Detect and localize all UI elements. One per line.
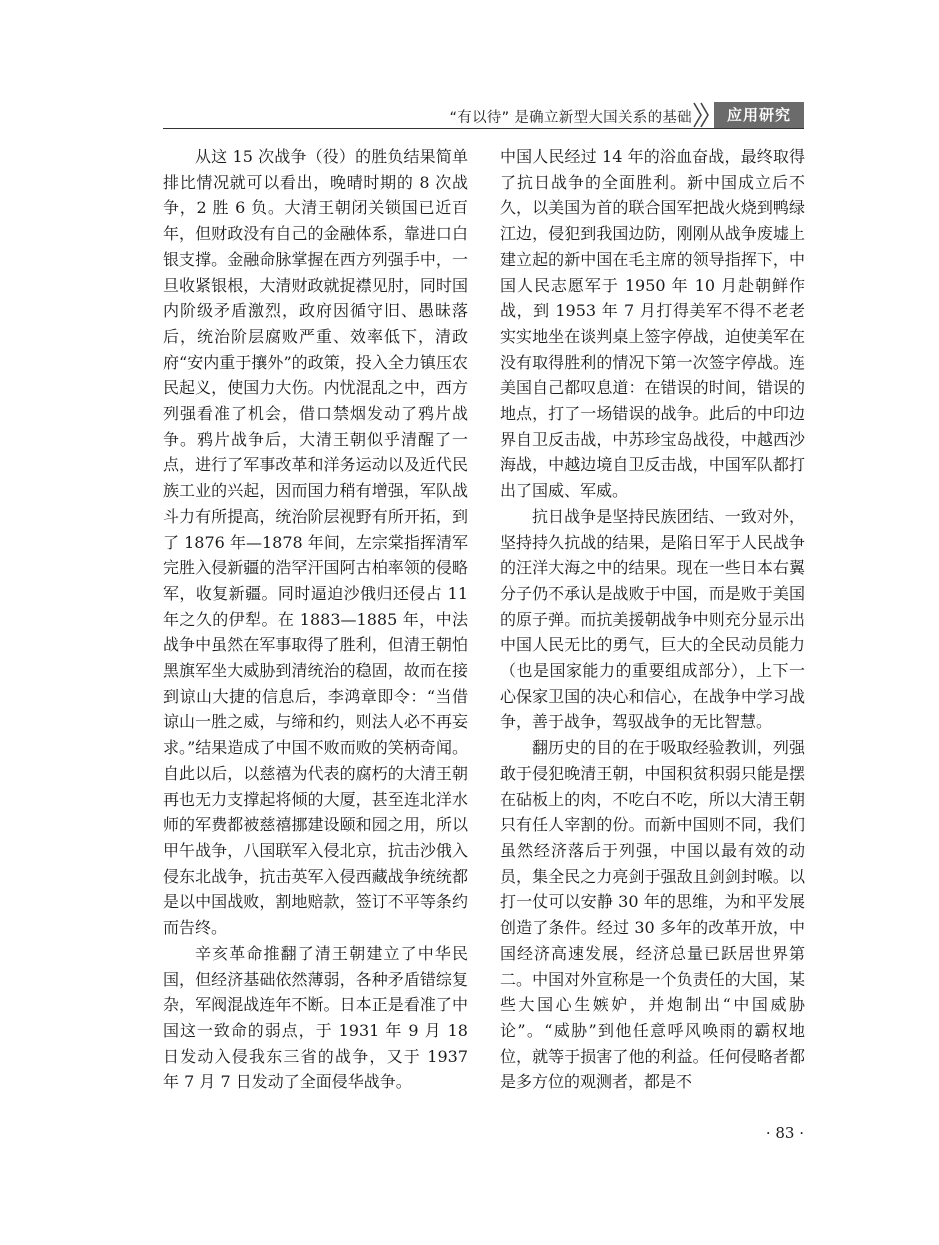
paragraph: 抗日战争是坚持民族团结、一致对外，坚持持久抗战的结果，是陷日军于人民战争的汪洋大海之中的结果。现在一些日本右翼分子仍不承认是战败于中国，而是败于美国的原子弹。而抗美援朝战争中则充分显示出中国人民无比的勇气，巨大的全民动员能力（也是国家能力的重要组成部分），上下一心保家卫国的决心和信心，在战争中学习战争，善于战争，驾驭战争的无比智慧。 (500, 506, 805, 732)
running-header (163, 100, 804, 130)
page-number: · 83 · (765, 1124, 804, 1142)
paragraph: 从这 15 次战争（役）的胜负结果简单排比情况就可以看出，晚晴时期的 8 次战争，2 胜 6 负。大清王朝闭关锁国已近百年，但财政没有自己的金融体系，靠进口白银支撑。金融命脉掌握在西方列强手中，一旦收紧银根，大清财政就捉襟见肘，同时国内阶级矛盾激烈，政府因循守旧、愚昧落后，统治阶层腐败严重、效率低下，清政府“安内重于攘外”的政策，投入全力镇压农民起义，使国力大伤。内忧混乱之中，西方列强看准了机会，借口禁烟发动了鸦片战争。鸦片战争后，大清王朝似乎清醒了一点，进行了军事改革和洋务运动以及近代民族工业的兴起，因而国力稍有增强，军队战斗力有所提高，统治阶层视野有所开拓，到了 1876 年—1878 年间，左宗棠指挥清军完胜入侵新疆的浩罕汗国阿古柏率领的侵略军，收复新疆。同时逼迫沙俄归还侵占 11 年之久的伊犁。在 1883—1885 年，中法战争中虽然在军事取得了胜利，但清王朝怕黑旗军坐大威胁到清统治的稳固，故而在接到谅山大捷的信息后，李鸿章即令：“当借谅山一胜之威，与缔和约，则法人必不再妄求。”结果造成了中国不败而败的笑柄奇闻。自此以后，以慈禧为代表的腐朽的大清王朝再也无力支撑起将倾的大厦，甚至连北洋水师的军费都被慈禧挪建设颐和园之用，所以甲午战争，八国联军入侵北京，抗击沙俄入侵东北战争，抗击英军入侵西藏战争统统都是以中国战败，割地赔款，签订不平等条约而告终。 (163, 147, 468, 938)
column-left (163, 144, 468, 1095)
paragraph: 辛亥革命推翻了清王朝建立了中华民国，但经济基础依然薄弱，各种矛盾错综复杂，军阀混战连年不断。日本正是看准了中国这一致命的弱点，于 1931 年 9 月 18 日发动入侵我东三省的战争，又于 1937 年 7 月 7 日发动了全面侵华战争。 (163, 943, 468, 1092)
column-right (500, 144, 805, 1095)
header-rule (163, 128, 804, 129)
double-chevron-icon (692, 102, 712, 128)
running-header-title: “有以待” 是确立新型大国关系的基础 (449, 110, 692, 126)
section-label: 应用研究 (714, 102, 804, 128)
paragraph-continued: 中国人民经过 14 年的浴血奋战，最终取得了抗日战争的全面胜利。新中国成立后不久，以美国为首的联合国军把战火烧到鸭绿江边，侵犯到我国边防，刚刚从战争废墟上建立起的新中国在毛主席的领导指挥下，中国人民志愿军于 1950 年 10 月赴朝鲜作战，到 1953 年 7 月打得美军不得不老老实实地坐在谈判桌上签字停战，迫使美军在没有取得胜利的情况下第一次签字停战。连美国自己都叹息道：在错误的时间，错误的地点，打了一场错误的战争。此后的中印边界自卫反击战，中苏珍宝岛战役，中越西沙海战，中越边境自卫反击战，中国军队都打出了国威、军威。 (500, 147, 805, 501)
paragraph: 翻历史的目的在于吸取经验教训，列强敢于侵犯晚清王朝，中国积贫积弱只能是摆在砧板上的肉，不吃白不吃，所以大清王朝只有任人宰割的份。而新中国则不同，我们虽然经济落后于列强，中国以最有效的动员，集全民之力亮剑于强敌且剑剑封喉。以打一仗可以安静 30 年的思维，为和平发展创造了条件。经过 30 多年的改革开放，中国经济高速发展，经济总量已跃居世界第二。中国对外宣称是一个负责任的大国，某些大国心生嫉妒，并炮制出“中国威胁论”。“威胁”到他任意呼风唤雨的霸权地位，就等于损害了他的利益。任何侵略者都是多方位的观测者，都是不 (500, 738, 805, 1092)
